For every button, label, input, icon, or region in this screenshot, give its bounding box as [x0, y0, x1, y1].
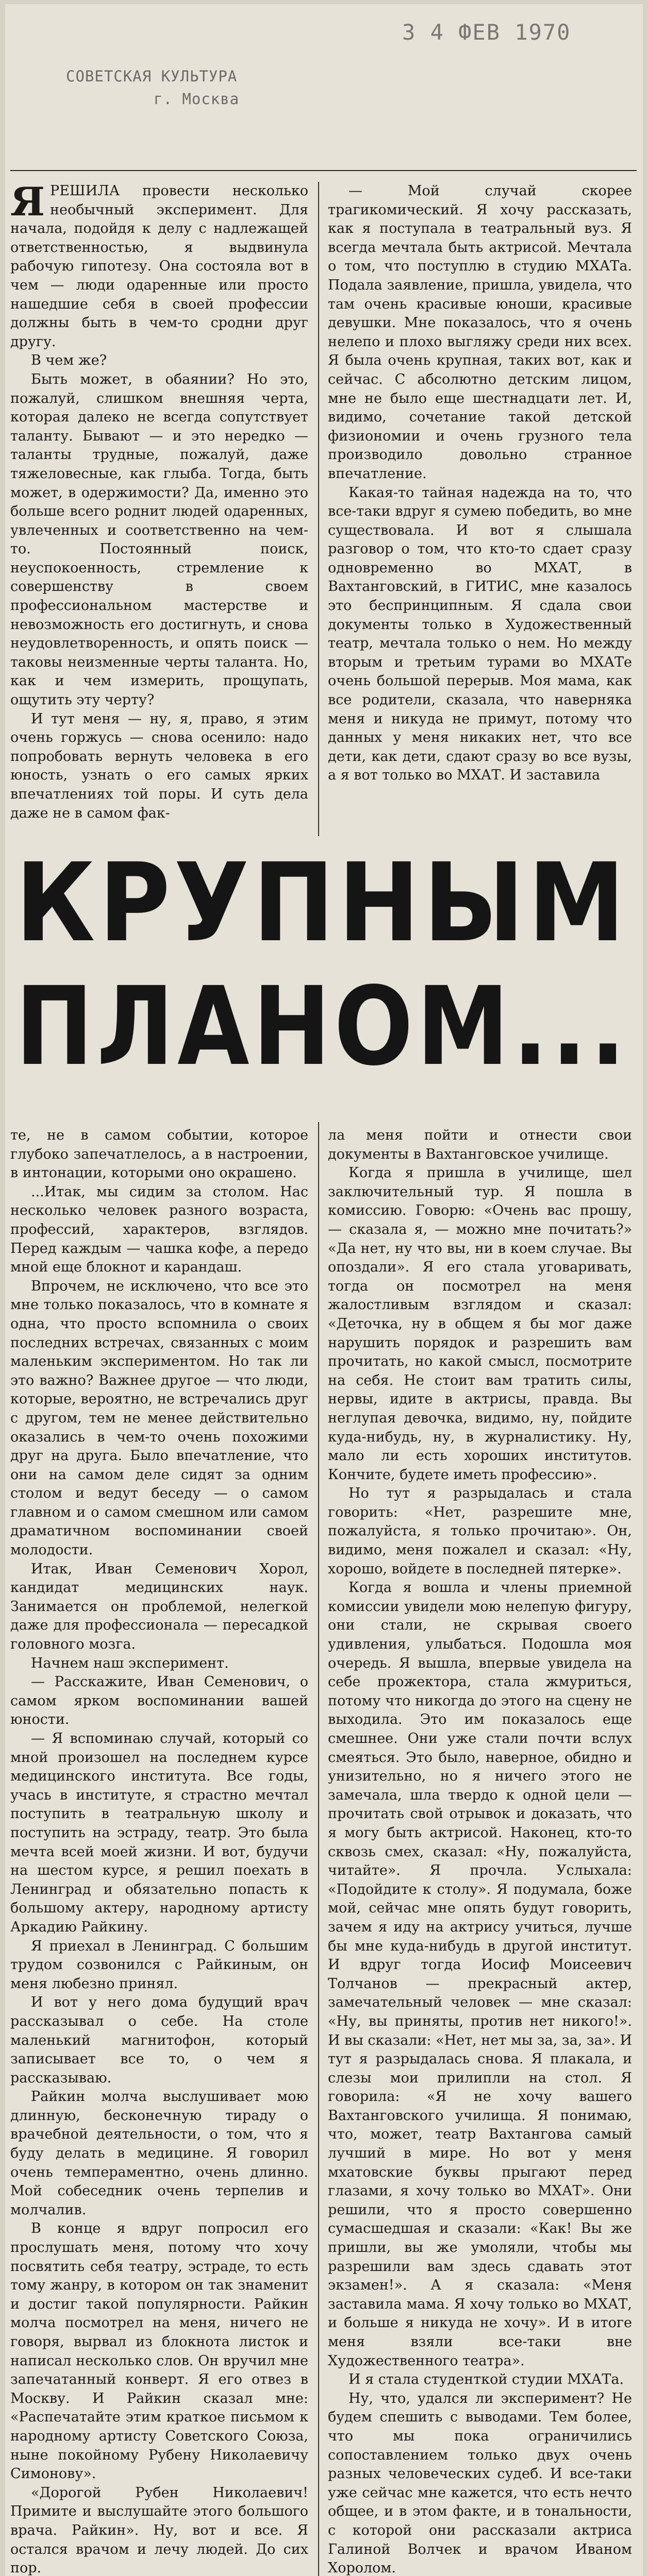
paragraph: Впрочем, не исключено, что все это мне только показалось, что в комнате я одна, что просто вспомнила о своих последних встречах, связанных с моим маленьким экспериментом. Но так ли это важно? Важнее другое — что люди, которые, вероятно, не встречались друг с другом, тем не менее действительно оказались в чем-то очень похожими друг на друга. Было впечатление, что они на самом деле сидят за одним столом и ведут беседу — о самом главном и о самом смешном или самом драматичном воспоминании своей молодости. [10, 1278, 308, 1558]
source-stamp-city: г. Москва [154, 90, 240, 108]
column-divider-bottom [318, 1122, 319, 2576]
paragraph: ...Итак, мы сидим за столом. Нас несколько человек разного возраста, профессий, характеров, взглядов. Перед каждым — чашка кофе, а передо мной еще блокнот и карандаш. [10, 1183, 308, 1276]
headline-line-2: ПЛАНОМ... [15, 963, 629, 1090]
source-stamp [66, 65, 239, 110]
paragraph: Какая-то тайная надежда на то, что все-таки вдруг я сумею победить, во мне существовала. И вот я слышала разговор о том, что кто-то сдает сразу одновременно во МХАТ, в Вахтанговский, в ГИТИС, мне казалось это беспринципным. Я сдала свои документы только в Художественный театр, мечтала только о нем. Но между вторым и третьим турами во МХАТе очень большой перерыв. Моя мама, как все родители, сказала, что наверняка меня и никуда не примут, потому что данных у меня никаких нет, что все дети, как дети, сдают сразу во все вузы, а я вот только во МХАТ. И заставила [328, 484, 632, 784]
paragraph: В чем же? [31, 352, 107, 369]
date-stamp: 3 4 ФЕВ 1970 [402, 20, 571, 45]
paragraph-text: РЕШИЛА провести несколько необычный эксперимент. Для начала, подойдя к делу с надлежащей ответственностью, я выдвинула рабочую гипотезу. Она состояла вот в чем — люди одаренные или просто нашедшие себя в своей профессии должны быть в чем-то сродни друг другу. [10, 183, 308, 350]
column-divider-top [318, 182, 319, 836]
paragraph: Но тут я разрыдалась и стала говорить: «Нет, разрешите мне, пожалуйста, я только прочитаю». Он, видимо, меня пожалел и сказал: «Ну, хорошо, войдете в последней пятерке». [328, 1485, 632, 1577]
column-2-top [328, 182, 632, 785]
paragraph: ла меня пойти и отнести свои документы в Вахтанговское училище. [328, 1127, 632, 1162]
paragraph: И вот у него дома будущий врач рассказывал о себе. На столе маленький магнитофон, который записывает все то, о чем я рассказываю. [10, 1994, 308, 2086]
paragraph: Когда я вошла и члены приемной комиссии увидели мою нелепую фигуру, они стали, не скрывая своего удивления, улыбаться. Подошла моя очередь. Я вышла, впервые увидела на себе прожектора, стала жмуриться, потому что никогда до этого на сцену не выходила. Это им показалось еще смешнее. Они уже стали почти вслух смеяться. Это было, наверное, обидно и унизительно, но я ничего этого не замечала, шла твердо к одной цели — прочитать свой отрывок и доказать, что я могу быть актрисой. Наконец, кто-то сквозь смех, сказал: «Ну, пожалуйста, читайте». Я прочла. Услыхала: «Подойдите к столу». Я подумала, боже мой, сейчас мне опять будут говорить, зачем я иду на актрису учиться, лучше бы мне куда-нибудь в другой институт. И вдруг тогда Иосиф Моисеевич Толчанов — прекрасный актер, замечательный человек — мне сказал: «Ну, вы приняты, против нет никого!». И вы сказали: «Нет, нет мы за, за, за». И тут я разрыдалась снова. Я плакала, и слезы мои прилипли на стол. Я говорила: «Я не хочу вашего Вахтанговского училища. Я понимаю, что, может, театр Вахтангова самый лучший в мире. Но вот у меня мхатовские буквы прыгают перед глазами, я хочу только во МХАТ». Они решили, что я просто совершенно сумасшедшая и сказали: «Как! Вы же пришли, вы же умоляли, чтобы мы разрешили вам здесь сдавать этот экзамен!». А я сказала: «Меня заставила мама. Я хочу только во МХАТ, и больше я никуда не хочу». И в итоге меня взяли все-таки вне Художественного театра». [328, 1580, 632, 2369]
paragraph: Я приехал в Ленинград. С большим трудом созвонился с Райкиным, он меня любезно принял. [10, 1938, 308, 1992]
top-rule [10, 170, 637, 171]
drop-cap: Я [10, 179, 45, 225]
paragraph: Когда я пришла в училище, шел заключительный тур. Я пошла в комиссию. Говорю: «Очень вас прошу, — сказала я, — можно мне почитать?» «Да нет, ну что вы, ни в коем случае. Вы опоздали». Я его стала уговаривать, тогда он посмотрел на меня жалостливым взглядом и сказал: «Деточка, ну в общем я бы мог даже нарушить порядок и разрешить вам прочитать, но какой смысл, посмотрите на себя. Не стоит вам тратить силы, нервы, идите в актрисы, правда. Вы неглупая девочка, видимо, ну, пойдите куда-нибудь, ну, в журналистику. Ну, мало ли есть хороших институтов. Кончите, будете иметь профессию». [328, 1165, 632, 1483]
paragraph: — Расскажите, Иван Семенович, о самом ярком воспоминании вашей юности. [10, 1674, 308, 1728]
column-1-top [10, 179, 308, 823]
paragraph: В конце я вдруг попросил его прослушать меня, потому что хочу посвятить себя театру, эстраде, то есть тому жанру, в котором он так знаменит и достиг такой популярности. Райкин молча посмотрел на меня, ничего не говоря, вырвал из блокнота листок и написал несколько слов. Он вручил мне запечатанный конверт. Я его отвез в Москву. И Райкин сказал мне: «Распечатайте этим краткое письмом к народному артисту Советского Союза, ныне покойному Рубену Николаевичу Симонову». [10, 2221, 308, 2482]
paragraph: те, не в самом событии, которое глубоко запечатлелось, а в настроении, в интонации, которыми оно окрашено. [10, 1127, 308, 1181]
paragraph: «Дорогой Рубен Николаевич! Примите и выслушайте этого большого врача. Райкин». Ну, вот и все. Я остался врачом и лечу людей. До сих пор. [10, 2484, 308, 2576]
paragraph: И тут меня — ну, я, право, я этим очень горжусь — снова осенило: надо попробовать вернуть человека в его юность, узнать о его самых ярких впечатлениях той поры. И суть дела даже не в самом фак- [10, 710, 308, 821]
paragraph: Ну, что, удался ли эксперимент? Не будем спешить с выводами. Тем более, что мы пока ограничились сопоставлением только двух очень разных человеческих судеб. И все-таки уже сейчас мне кажется, что есть нечто общее, и в этом факте, и в тональности, с которой они рассказали актриса Галиной Волчек и врачом Иваном Хоролом. [328, 2390, 632, 2576]
paragraph: Райкин молча выслушивает мою длинную, бесконечную тираду о врачебной деятельности, о том, что я буду делать в медицине. Я говорил очень темпераментно, очень длинно. Мой собеседник очень терпелив и молчалив. [10, 2089, 308, 2218]
headline-line-1: КРУПНЫМ [15, 840, 629, 966]
column-1-bottom [10, 1126, 308, 2576]
column-2-bottom [328, 1126, 632, 2576]
paragraph: И я стала студенткой студии МХАТа. [348, 2371, 624, 2388]
paragraph: — Мой случай скорее трагикомический. Я хочу рассказать, как я поступала в театральный вуз. Я всегда мечтала быть актрисой. Мечтала о том, что поступлю в студию МХАТа. Подала заявление, пришла, увидела, что там очень красивые юноши, красивые девушки. Мне показалось, что я очень нелепо и плохо выгляжу среди них всех. Я была очень крупная, таких вот, как и сейчас. С абсолютно детским лицом, мне не было еще шестнадцати лет. И, видимо, сочетание такой детской физиономии и очень грузного тела производило довольно странное впечатление. [328, 183, 632, 482]
paragraph: — Я вспоминаю случай, который со мной произошел на последнем курсе медицинского института. Все годы, учась в институте, я страстно мечтал поступить в театральную школу и поступить на эстраду, театр. Это была мечта всей моей жизни. И вот, будучи на шестом курсе, я решил поехать в Ленинград и обязательно попасть к большому актеру, народному артисту Аркадию Райкину. [10, 1731, 308, 1935]
source-stamp-newspaper: СОВЕТСКАЯ КУЛЬТУРА [66, 67, 238, 85]
newspaper-clipping [5, 4, 643, 2576]
paragraph: Итак, Иван Семенович Хорол, кандидат медицинских наук. Занимается он проблемой, нелегкой даже для профессионала — пересадкой головного мозга. [10, 1561, 308, 1653]
paragraph: Начнем наш эксперимент. [31, 1655, 229, 1671]
paragraph: Быть может, в обаянии? Но это, пожалуй, слишком внешняя черта, которая далеко не всегда сопутствует таланту. Бывают — и это нередко — таланты трудные, пожалуй, даже тяжеловесные, как глыба. Тогда, быть может, в одержимости? Да, именно это больше всего роднит людей одаренных, увлеченных и соответственно на чем-то. Постоянный поиск, неуспокоенность, стремление к совершенству в своем профессиональном мастерстве и невозможность его достигнуть, и снова неудовлетворенность, и опять поиск — таковы неизменные черты таланта. Но, как и чем измерить, прощупать, ощутить эту черту? [10, 371, 308, 708]
lead-paragraph [10, 179, 308, 351]
